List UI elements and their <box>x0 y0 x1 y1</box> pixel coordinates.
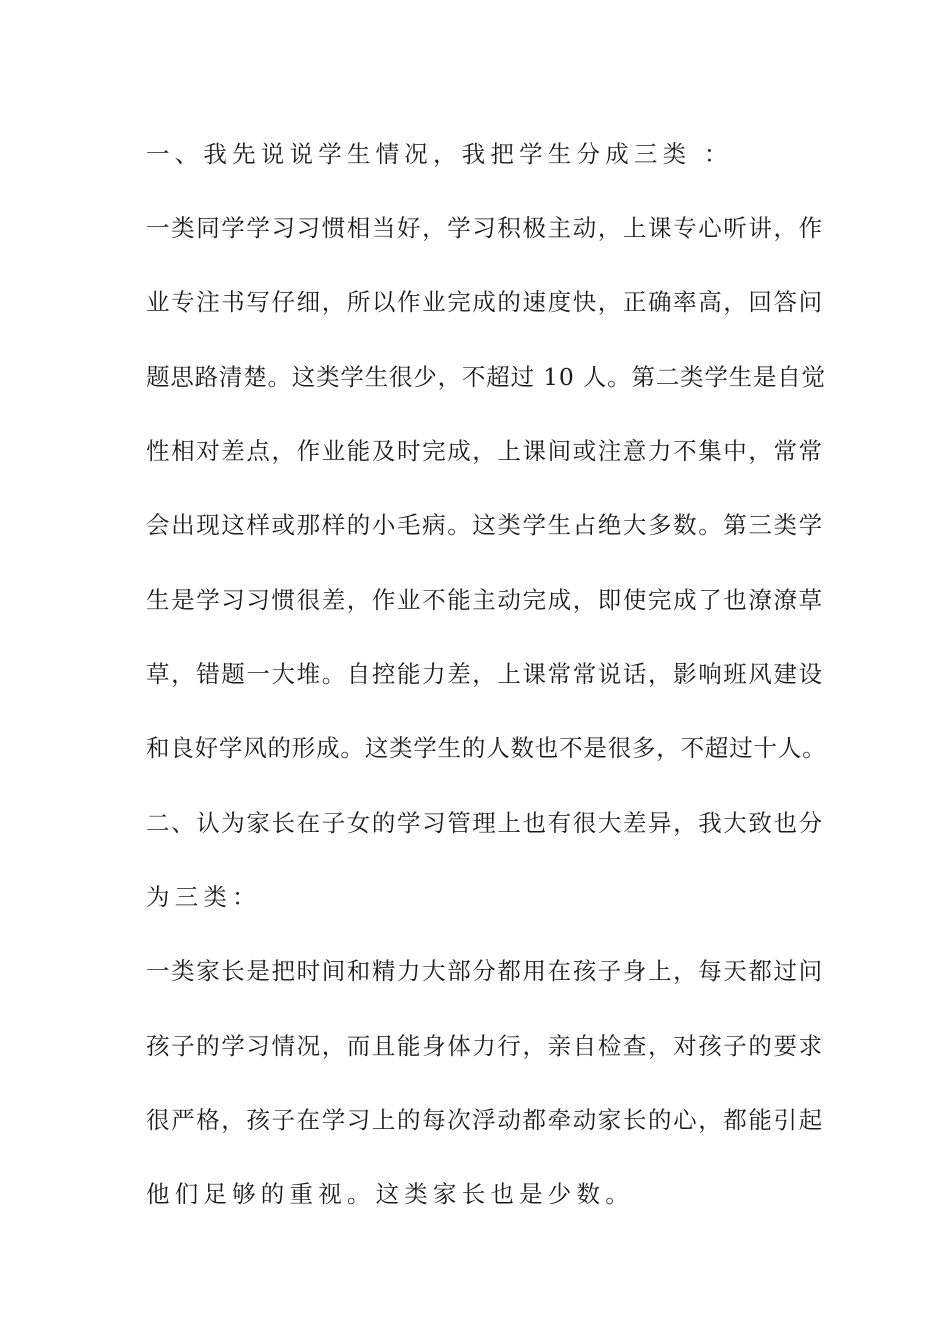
text-line-14: 很严格，孩子在学习上的每次浮动都牵动家长的心，都能引起 <box>146 1106 824 1134</box>
text-line-3: 业专注书写仔细，所以作业完成的速度快，正确率高，回答问 <box>146 288 824 316</box>
text-line-6: 会出现这样或那样的小毛病。这类学生占绝大多数。第三类学 <box>146 511 824 539</box>
text-line-5: 性相对差点，作业能及时完成，上课间或注意力不集中，常常 <box>146 437 824 465</box>
text-line-9: 和良好学风的形成。这类学生的人数也不是很多，不超过十人。 <box>146 734 827 762</box>
text-line-10: 二、认为家长在子女的学习管理上也有很大差异，我大致也分 <box>146 809 824 837</box>
text-line-12: 一类家长是把时间和精力大部分都用在孩子身上，每天都过问 <box>146 957 824 985</box>
text-line-11: 为三类： <box>146 883 261 911</box>
text-line-2: 一类同学学习习惯相当好，学习积极主动，上课专心听讲，作 <box>146 214 824 242</box>
text-line-8: 草，错题一大堆。自控能力差，上课常常说话，影响班风建设 <box>146 660 824 688</box>
text-line-15: 他们足够的重视。这类家长也是少数。 <box>146 1180 634 1208</box>
text-line-13: 孩子的学习情况，而且能身体力行，亲自检查，对孩子的要求 <box>146 1032 824 1060</box>
text-line-4: 题思路清楚。这类学生很少，不超过 10 人。第二类学生是自觉 <box>146 363 826 391</box>
text-line-7: 生是学习习惯很差，作业不能主动完成，即使完成了也潦潦草 <box>146 586 824 614</box>
text-line-1: 一、我先说说学生情况，我把学生分成三类 ： <box>146 140 733 168</box>
